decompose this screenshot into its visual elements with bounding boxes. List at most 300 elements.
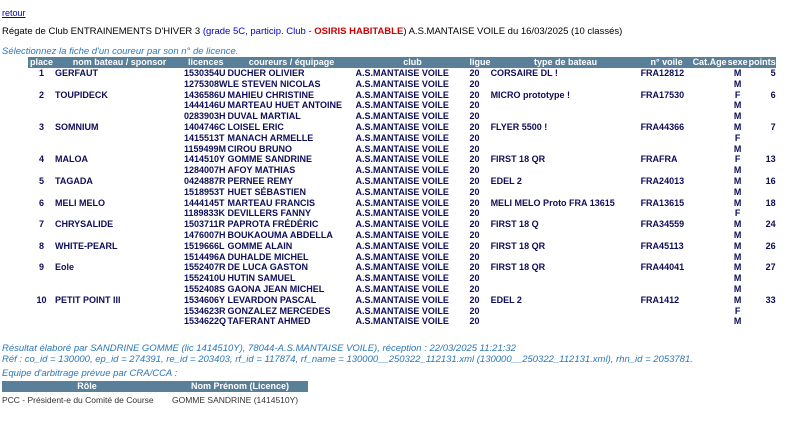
sex: M: [733, 283, 742, 294]
boat-name: [55, 306, 184, 317]
arbitrage-table: [2, 381, 308, 406]
boat-name: PETIT POINT III: [55, 294, 121, 305]
boat-name: [55, 187, 184, 198]
resultat-info: Résultat élaboré par SANDRINE GOMME (lic 1414510Y), 78044-A.S.MANTAISE VOILE), réception : 22/03/2025 11:21:32: [2, 343, 516, 354]
ligue-code: 20: [469, 251, 480, 262]
result-place: 2: [38, 89, 44, 100]
age-category: [693, 122, 727, 133]
ligue-code: 20: [469, 78, 480, 89]
ligue-code: 20: [469, 219, 480, 230]
licence-link[interactable]: 1159499M: [184, 143, 227, 154]
age-category: [693, 100, 727, 111]
points: 6: [770, 89, 776, 100]
sail-number: FRA44041: [640, 262, 685, 273]
age-category: [693, 176, 727, 187]
boat-name: [55, 252, 184, 263]
sail-number: [641, 111, 693, 122]
crew-name: BOUKAOUMA ABDELLA: [227, 229, 333, 240]
licence-link[interactable]: 1534622Q: [184, 316, 227, 327]
boat-name: [55, 273, 184, 284]
club-name: A.S.MANTAISE VOILE: [355, 251, 449, 262]
sail-number: FRA24013: [640, 175, 685, 186]
licence-link[interactable]: 0424887R: [184, 175, 226, 186]
result-place: [28, 144, 55, 155]
club-name: A.S.MANTAISE VOILE: [355, 111, 449, 122]
crew-name: HUTIN SAMUEL: [227, 273, 296, 284]
licence-link[interactable]: 1284007H: [184, 165, 226, 176]
result-place: [28, 100, 55, 111]
sex: F: [734, 208, 741, 219]
result-place: 6: [38, 197, 44, 208]
table-row: [28, 208, 776, 219]
licence-link[interactable]: 1530354U: [184, 68, 226, 78]
sail-number: FRAFRA: [640, 154, 678, 165]
boat-type: MELI MELO Proto FRA 13615: [490, 197, 615, 208]
col-bateau: nom bateau / sponsor: [55, 57, 184, 68]
reference-info: Réf : co_id = 130000, ep_id = 274391, re_id = 203403, rf_id = 117874, rf_name = 130000__250322_112131.xml (130000__250322_112131.xml), rhn_id = 2053781.: [2, 354, 693, 365]
club-name: A.S.MANTAISE VOILE: [355, 121, 449, 132]
club-name: A.S.MANTAISE VOILE: [355, 186, 449, 197]
sex: M: [733, 229, 742, 240]
arb-role: PCC - Président-e du Comité de Course: [2, 395, 154, 405]
table-row: [28, 241, 776, 252]
boat-type: [491, 144, 641, 155]
age-category: [693, 273, 727, 284]
boat-type: [491, 230, 641, 241]
club-name: A.S.MANTAISE VOILE: [355, 219, 449, 230]
boat-type: FIRST 18 QR: [490, 262, 546, 273]
crew-name: PAPROTA FRÉDÉRIC: [227, 219, 319, 230]
arbitrage-title: Equipe d'arbitrage prévue par CRA/CCA :: [2, 368, 178, 379]
crew-name: MARTEAU FRANCIS: [227, 197, 316, 208]
age-category: [693, 133, 727, 144]
licence-link[interactable]: 1518953T: [184, 186, 225, 197]
points: [749, 273, 776, 284]
table-row: [28, 154, 776, 165]
result-place: [28, 306, 55, 317]
sail-number: FRA45113: [640, 240, 684, 251]
col-type: type de bateau: [491, 57, 641, 68]
boat-name: [55, 165, 184, 176]
ligue-code: 20: [469, 305, 480, 316]
points: [749, 284, 776, 295]
licence-link[interactable]: 1534623R: [184, 305, 226, 316]
table-row: [28, 252, 776, 263]
result-place: [28, 79, 55, 90]
sail-number: [641, 79, 693, 90]
sex: M: [733, 316, 742, 327]
ligue-code: 20: [469, 165, 480, 176]
club-name: A.S.MANTAISE VOILE: [355, 165, 449, 176]
ligue-code: 20: [469, 132, 480, 143]
licence-link[interactable]: 1436586U: [184, 89, 226, 100]
crew-name: GONZALEZ MERCEDES: [227, 305, 331, 316]
sail-number: [641, 273, 693, 284]
arb-col-role: Rôle: [2, 381, 172, 392]
boat-type: CORSAIRE DL !: [490, 68, 558, 78]
boat-type: FLYER 5500 !: [490, 121, 548, 132]
club-name: A.S.MANTAISE VOILE: [355, 305, 449, 316]
age-category: [693, 198, 727, 209]
club-name: A.S.MANTAISE VOILE: [355, 154, 449, 165]
title-suffix: ) A.S.MANTAISE VOILE du 16/03/2025 (10 classés): [403, 26, 623, 37]
sex: F: [734, 154, 741, 165]
table-row: [28, 79, 776, 90]
licence-link[interactable]: 0283903H: [184, 111, 226, 122]
result-place: 1: [38, 68, 44, 78]
boat-type: FIRST 18 Q: [490, 219, 539, 230]
licence-link[interactable]: 1444145T: [184, 197, 225, 208]
boat-type: [491, 252, 641, 263]
table-row: [28, 284, 776, 295]
points: 18: [765, 197, 776, 208]
ligue-code: 20: [469, 197, 480, 208]
ligue-code: 20: [469, 68, 480, 78]
age-category: [693, 219, 727, 230]
licence-link[interactable]: 1514496A: [184, 251, 226, 262]
table-row: [28, 133, 776, 144]
col-voile: n° voile: [641, 57, 693, 68]
sail-number: [641, 133, 693, 144]
sail-number: [641, 230, 693, 241]
licence-link[interactable]: 1552407R: [184, 262, 226, 273]
club-name: A.S.MANTAISE VOILE: [355, 197, 449, 208]
table-row: [28, 198, 776, 209]
sex: M: [733, 111, 742, 122]
sex: M: [733, 219, 742, 230]
arb-nom: GOMME SANDRINE (1414510Y): [172, 395, 299, 405]
age-category: [693, 295, 727, 306]
col-points: points: [748, 57, 776, 67]
boat-name: MELI MELO: [55, 197, 105, 208]
col-coureurs: coureurs / équipage: [228, 57, 356, 68]
result-place: 3: [38, 121, 44, 132]
sail-number: FRA13615: [640, 197, 685, 208]
result-place: [28, 111, 55, 122]
retour-link[interactable]: retour: [2, 8, 26, 18]
crew-name: DUVAL MARTIAL: [227, 111, 301, 122]
select-hint: Sélectionnez la fiche d'un coureur par son n° de licence.: [2, 46, 239, 57]
table-row: [28, 230, 776, 241]
table-row: [28, 111, 776, 122]
boat-type: [491, 133, 641, 144]
licence-link[interactable]: 1415513T: [184, 132, 225, 143]
points: [749, 165, 776, 176]
ligue-code: 20: [469, 186, 480, 197]
sail-number: [641, 306, 693, 317]
boat-type: [491, 273, 641, 284]
table-row: [28, 144, 776, 155]
results-table: [28, 57, 776, 327]
points: [749, 111, 776, 122]
club-name: A.S.MANTAISE VOILE: [355, 100, 449, 111]
boat-name: SOMNIUM: [55, 121, 99, 132]
sex: M: [733, 175, 742, 186]
table-row: [28, 219, 776, 230]
title-serie: OSIRIS HABITABLE: [314, 26, 404, 37]
licence-link[interactable]: 1503711R: [184, 219, 226, 230]
table-row: [28, 295, 776, 306]
result-place: 10: [36, 294, 47, 305]
points: [749, 133, 776, 144]
sail-number: [641, 187, 693, 198]
col-catage: Cat.Age: [692, 57, 727, 67]
arbitrage-header-row: [2, 381, 308, 392]
ligue-code: 20: [469, 316, 480, 327]
sex: F: [734, 305, 741, 316]
sex: M: [733, 165, 742, 176]
club-name: A.S.MANTAISE VOILE: [355, 175, 449, 186]
points: 33: [765, 294, 776, 305]
boat-type: FIRST 18 QR: [490, 154, 546, 165]
sex: M: [733, 294, 742, 305]
result-place: [28, 208, 55, 219]
arbitrage-row: [2, 392, 308, 406]
result-place: 8: [38, 240, 44, 251]
col-club: club: [356, 57, 470, 68]
ligue-code: 20: [469, 229, 480, 240]
boat-name: CHRYSALIDE: [55, 219, 114, 230]
licence-link[interactable]: 1552408S: [184, 283, 226, 294]
club-name: A.S.MANTAISE VOILE: [355, 68, 449, 78]
licence-link[interactable]: 1519666L: [184, 240, 225, 251]
ligue-code: 20: [469, 294, 480, 305]
points: [749, 316, 776, 327]
age-category: [693, 306, 727, 317]
age-category: [693, 154, 727, 165]
page-title: [2, 26, 622, 37]
sex: M: [733, 197, 742, 208]
licence-link[interactable]: 1534606Y: [184, 294, 226, 305]
points: 5: [770, 68, 776, 78]
sex: M: [733, 100, 742, 111]
licence-link[interactable]: 1275308W: [184, 78, 228, 89]
age-category: [693, 144, 727, 155]
table-row: [28, 306, 776, 317]
results-header-row: [28, 57, 776, 68]
result-place: [28, 273, 55, 284]
age-category: [693, 111, 727, 122]
boat-type: [491, 284, 641, 295]
boat-name: [55, 79, 184, 90]
ligue-code: 20: [469, 89, 480, 100]
result-place: 7: [38, 219, 44, 230]
ligue-code: 20: [469, 100, 480, 111]
sail-number: FRA1412: [640, 294, 680, 305]
boat-name: WHITE-PEARL: [55, 240, 118, 251]
boat-name: [55, 316, 184, 327]
licence-link[interactable]: 1404746C: [184, 121, 226, 132]
crew-name: DEVILLERS FANNY: [227, 208, 312, 219]
result-place: 9: [38, 262, 44, 273]
sex: M: [733, 78, 742, 89]
age-category: [693, 252, 727, 263]
boat-name: [55, 208, 184, 219]
boat-type: MICRO prototype !: [490, 89, 571, 100]
crew-name: GAONA JEAN MICHEL: [227, 283, 325, 294]
table-row: [28, 176, 776, 187]
ligue-code: 20: [469, 273, 480, 284]
club-name: A.S.MANTAISE VOILE: [355, 262, 449, 273]
boat-name: TAGADA: [55, 175, 93, 186]
ligue-code: 20: [469, 175, 480, 186]
sail-number: FRA34559: [640, 219, 685, 230]
points: 24: [765, 219, 776, 230]
age-category: [693, 208, 727, 219]
boat-name: Eole: [55, 262, 75, 273]
table-row: [28, 68, 776, 79]
club-name: A.S.MANTAISE VOILE: [355, 273, 449, 284]
crew-name: PERNEE REMY: [227, 175, 294, 186]
age-category: [693, 284, 727, 295]
result-place: [28, 133, 55, 144]
licence-link[interactable]: 1476007H: [184, 229, 226, 240]
club-name: A.S.MANTAISE VOILE: [355, 89, 449, 100]
ligue-code: 20: [469, 283, 480, 294]
result-place: [28, 187, 55, 198]
crew-name: LEVARDON PASCAL: [227, 294, 317, 305]
sex: M: [733, 186, 742, 197]
points: 13: [765, 154, 776, 165]
crew-name: GOMME SANDRINE: [227, 154, 313, 165]
points: [749, 100, 776, 111]
points: [749, 252, 776, 263]
boat-name: [55, 100, 184, 111]
col-sexe: sexe: [727, 57, 748, 67]
licence-link[interactable]: 1552410U: [184, 273, 226, 284]
ligue-code: 20: [469, 111, 480, 122]
points: 7: [770, 121, 776, 132]
boat-type: [491, 165, 641, 176]
result-place: [28, 230, 55, 241]
crew-name: LE STEVEN NICOLAS: [227, 78, 321, 89]
points: [749, 306, 776, 317]
sex: M: [733, 240, 742, 251]
crew-name: TAFERANT AHMED: [227, 316, 311, 327]
sex: F: [734, 132, 741, 143]
age-category: [693, 316, 727, 327]
table-row: [28, 122, 776, 133]
points: 16: [765, 175, 776, 186]
crew-name: MANACH ARMELLE: [227, 132, 314, 143]
title-prefix: Régate de Club ENTRAINEMENTS D'HIVER 3: [2, 26, 203, 37]
result-place: [28, 284, 55, 295]
sex: M: [733, 262, 742, 273]
sail-number: [641, 100, 693, 111]
age-category: [693, 90, 727, 101]
club-name: A.S.MANTAISE VOILE: [355, 208, 449, 219]
ligue-code: 20: [469, 208, 480, 219]
boat-type: EDEL 2: [490, 294, 522, 305]
boat-name: [55, 230, 184, 241]
sex: M: [733, 68, 742, 78]
ligue-code: 20: [469, 240, 480, 251]
points: [749, 230, 776, 241]
licence-link[interactable]: 1414510Y: [184, 154, 226, 165]
licence-link[interactable]: 1189833K: [184, 208, 226, 219]
club-name: A.S.MANTAISE VOILE: [355, 229, 449, 240]
ligue-code: 20: [469, 154, 480, 165]
boat-type: [491, 79, 641, 90]
result-place: [28, 252, 55, 263]
age-category: [693, 79, 727, 90]
club-name: A.S.MANTAISE VOILE: [355, 78, 449, 89]
crew-name: AFOY MATHIAS: [227, 165, 296, 176]
boat-name: GERFAUT: [55, 68, 99, 78]
boat-name: [55, 284, 184, 295]
ligue-code: 20: [469, 143, 480, 154]
boat-type: FIRST 18 QR: [490, 240, 546, 251]
crew-name: MAHIEU CHRISTINE: [227, 89, 315, 100]
age-category: [693, 262, 727, 273]
boat-type: [491, 208, 641, 219]
crew-name: DUHALDE MICHEL: [227, 251, 309, 262]
age-category: [693, 68, 727, 79]
boat-type: [491, 111, 641, 122]
boat-type: EDEL 2: [490, 175, 522, 186]
boat-type: [491, 100, 641, 111]
club-name: A.S.MANTAISE VOILE: [355, 283, 449, 294]
crew-name: MARTEAU HUET ANTOINE: [227, 100, 343, 111]
points: 27: [765, 262, 776, 273]
crew-name: LOISEL ERIC: [227, 121, 284, 132]
ligue-code: 20: [469, 121, 480, 132]
table-row: [28, 316, 776, 327]
sail-number: [641, 252, 693, 263]
club-name: A.S.MANTAISE VOILE: [355, 132, 449, 143]
boat-name: [55, 144, 184, 155]
boat-name: TOUPIDECK: [55, 89, 108, 100]
age-category: [693, 241, 727, 252]
sex: M: [733, 251, 742, 262]
club-name: A.S.MANTAISE VOILE: [355, 240, 449, 251]
age-category: [693, 187, 727, 198]
arb-col-nom: Nom Prénom (Licence): [172, 381, 308, 392]
sail-number: [641, 144, 693, 155]
sail-number: FRA17530: [640, 89, 685, 100]
sail-number: [641, 208, 693, 219]
result-place: 4: [38, 154, 44, 165]
crew-name: DUCHER OLIVIER: [227, 68, 305, 78]
table-row: [28, 187, 776, 198]
crew-name: DE LUCA GASTON: [227, 262, 309, 273]
sex: F: [734, 89, 741, 100]
club-name: A.S.MANTAISE VOILE: [355, 316, 449, 327]
sail-number: [641, 165, 693, 176]
boat-name: [55, 111, 184, 122]
table-row: [28, 100, 776, 111]
licence-link[interactable]: 1444146U: [184, 100, 226, 111]
sail-number: [641, 284, 693, 295]
ligue-code: 20: [469, 262, 480, 273]
table-row: [28, 90, 776, 101]
title-grade: (grade 5C, particip. Club -: [202, 26, 315, 37]
age-category: [693, 165, 727, 176]
result-place: 5: [38, 175, 44, 186]
table-row: [28, 165, 776, 176]
boat-type: [491, 316, 641, 327]
col-ligue: ligue: [469, 57, 491, 67]
crew-name: GOMME ALAIN: [227, 240, 293, 251]
sail-number: FRA44366: [640, 121, 685, 132]
points: [749, 144, 776, 155]
col-place: place: [29, 57, 53, 67]
age-category: [693, 230, 727, 241]
boat-type: [491, 187, 641, 198]
sail-number: [641, 316, 693, 327]
points: 26: [765, 240, 776, 251]
sail-number: FRA12812: [640, 68, 685, 78]
